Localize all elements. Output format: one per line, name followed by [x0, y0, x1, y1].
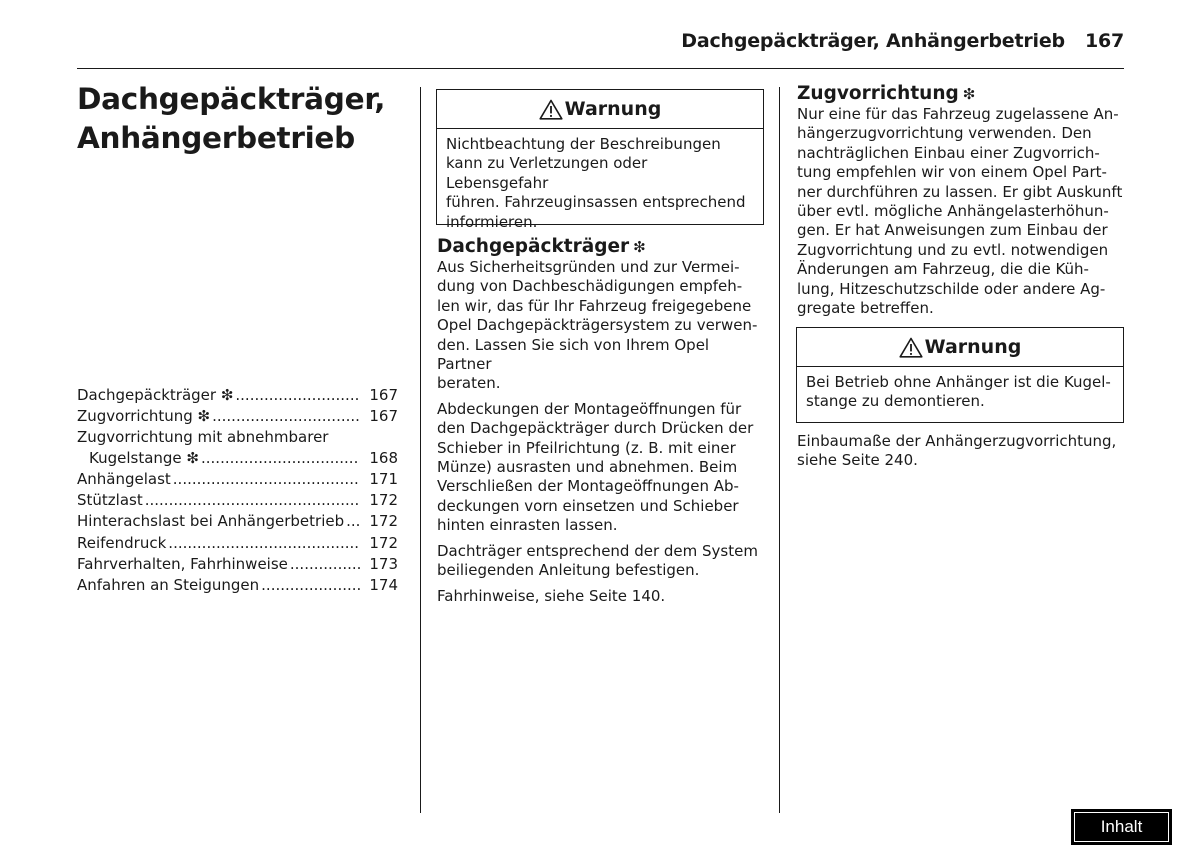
- text-line: len wir, das für Ihr Fahrzeug freigegebene: [437, 296, 752, 315]
- toc-entry-page: 172: [369, 491, 398, 510]
- paragraph: [437, 400, 767, 536]
- toc-entry-hinterachslast[interactable]: [77, 512, 398, 533]
- asterisk-flower-icon: ❇: [962, 85, 976, 103]
- text-line: Einbaumaße der Anhängerzugvorrichtung,: [797, 432, 1117, 450]
- toc-entry-fahrverhalten[interactable]: [77, 555, 398, 576]
- section-einbaumasse: [797, 432, 1127, 471]
- toc-entry-title: Anhängelast: [77, 469, 171, 488]
- toc-leader: [212, 407, 360, 425]
- warning-line: stange zu demontieren.: [806, 392, 985, 411]
- header-rule: [77, 68, 1124, 69]
- toc-entry-title: Kugelstange ❇: [89, 448, 199, 467]
- toc-entry-title: Fahrverhalten, Fahrhinweise: [77, 554, 288, 573]
- toc-entry-page: 172: [369, 533, 398, 552]
- warning-header: [437, 90, 763, 129]
- toc-entry-page: 174: [369, 575, 398, 594]
- warning-heading: Warnung: [564, 98, 662, 120]
- column-divider-1: [420, 87, 421, 813]
- text-line: gregate betreffen.: [797, 299, 934, 318]
- section-heading-text: Dachgepäckträger: [437, 236, 630, 257]
- section-heading-dachgepaecktraeger: [437, 236, 767, 258]
- paragraph: [437, 587, 767, 606]
- toc-entry-title: Reifendruck: [77, 533, 167, 552]
- text-line: beraten.: [437, 374, 501, 393]
- toc-entry-title: Zugvorrichtung mit abnehmbarer: [77, 428, 329, 447]
- page-title: [77, 80, 407, 158]
- text-line: Dachträger entsprechend der dem System: [437, 541, 758, 560]
- toc-leader: [168, 534, 360, 552]
- asterisk-flower-icon: ❇: [633, 238, 646, 256]
- text-line: den Dachgepäckträger durch Drücken der: [437, 419, 754, 438]
- text-line: Verschließen der Montageöffnungen Ab-: [437, 477, 739, 496]
- section-heading-text: Zugvorrichtung: [797, 83, 959, 104]
- warning-line: Nichtbeachtung der Beschreibungen: [446, 135, 721, 153]
- warning-line: kann zu Verletzungen oder Lebensgefahr: [446, 154, 648, 192]
- toc-entry-title: Zugvorrichtung ❇: [77, 407, 211, 426]
- toc-entry-page: 171: [369, 469, 398, 488]
- section-heading-zugvorrichtung: [797, 83, 1127, 105]
- inhalt-button[interactable]: Inhalt: [1071, 809, 1172, 845]
- toc-entry-page: 168: [369, 448, 398, 467]
- text-line: hängerzugvorrichtung verwenden. Den: [797, 124, 1092, 143]
- page-title-line-1: Dachgepäckträger,: [77, 82, 386, 116]
- warning-triangle-icon: [899, 337, 923, 358]
- text-line: ner durchführen zu lassen. Er gibt Auskunft: [797, 182, 1123, 201]
- text-line: Münze) ausrasten und abnehmen. Beim: [437, 458, 738, 477]
- text-line: Änderungen am Fahrzeug, die die Küh-: [797, 260, 1089, 279]
- text-line: Schieber in Pfeilrichtung (z. B. mit einer: [437, 438, 736, 457]
- text-line: beiliegenden Anleitung befestigen.: [437, 561, 700, 580]
- section-dachgepaecktraeger: [437, 236, 767, 606]
- column-divider-2: [779, 87, 780, 813]
- toc-leader: [201, 449, 360, 467]
- text-line: Aus Sicherheitsgründen und zur Vermei-: [437, 258, 740, 276]
- text-line: Zugvorrichtung und zu evtl. notwendigen: [797, 240, 1109, 259]
- toc-entry-kugelstange[interactable]: [77, 449, 398, 470]
- text-line: über evtl. mögliche Anhängelasterhöhun-: [797, 202, 1109, 221]
- toc-entry-title: Anfahren an Steigungen: [77, 575, 260, 594]
- toc-entry-dachgepaecktraeger[interactable]: [77, 386, 398, 407]
- toc-entry-zugvorrichtung-abnehmbar[interactable]: [77, 428, 398, 448]
- paragraph: [797, 432, 1127, 471]
- toc-entry-page: 167: [369, 407, 398, 426]
- toc-leader: [173, 470, 360, 488]
- toc-entry-title: Dachgepäckträger ❇: [77, 386, 234, 404]
- table-of-contents: [77, 386, 398, 597]
- running-header: [681, 30, 1124, 52]
- text-line: deckungen vorn einsetzen und Schieber: [437, 496, 739, 515]
- toc-entry-title: Stützlast: [77, 491, 143, 510]
- warning-line: Bei Betrieb ohne Anhänger ist die Kugel-: [806, 373, 1111, 391]
- toc-entry-stuetzlast[interactable]: [77, 491, 398, 512]
- warning-triangle-icon: [539, 99, 563, 120]
- running-title: Dachgepäckträger, Anhängerbetrieb: [681, 30, 1065, 52]
- text-line: siehe Seite 240.: [797, 451, 918, 470]
- toc-entry-title: Hinterachslast bei Anhängerbetrieb: [77, 512, 345, 531]
- text-line: Opel Dachgepäckträgersystem zu verwen-: [437, 316, 758, 335]
- toc-leader: [346, 512, 360, 530]
- warning-text: [797, 367, 1123, 412]
- paragraph: [437, 258, 767, 394]
- text-line: hinten einrasten lassen.: [437, 516, 618, 535]
- toc-entry-reifendruck[interactable]: [77, 534, 398, 555]
- toc-leader: [235, 386, 360, 404]
- warning-box-2: [796, 327, 1124, 423]
- paragraph: [797, 105, 1127, 318]
- text-line: tung empfehlen wir von einem Opel Part-: [797, 163, 1107, 182]
- text-line: Fahrhinweise, siehe Seite 140.: [437, 586, 666, 605]
- warning-line: informieren.: [446, 212, 538, 231]
- warning-line: führen. Fahrzeuginsassen entsprechend: [446, 193, 746, 212]
- warning-text: [437, 129, 763, 232]
- text-line: Nur eine für das Fahrzeug zugelassene An-: [797, 105, 1119, 123]
- text-line: den. Lassen Sie sich von Ihrem Opel Partner: [437, 335, 710, 374]
- toc-leader: [290, 555, 360, 573]
- page-title-line-2: Anhängerbetrieb: [77, 121, 355, 155]
- text-line: Abdeckungen der Montageöffnungen für: [437, 399, 742, 418]
- toc-leader: [145, 491, 360, 509]
- paragraph: [437, 542, 767, 581]
- toc-leader: [261, 576, 360, 594]
- page-number: 167: [1084, 30, 1124, 52]
- text-line: nachträglichen Einbau einer Zugvorrich-: [797, 143, 1100, 162]
- toc-entry-anfahren[interactable]: [77, 576, 398, 597]
- section-zugvorrichtung: [797, 83, 1127, 318]
- text-line: dung von Dachbeschädigungen empfeh-: [437, 277, 743, 296]
- toc-entry-page: 172: [369, 512, 398, 531]
- warning-header: [797, 328, 1123, 367]
- toc-entry-zugvorrichtung[interactable]: [77, 407, 398, 428]
- text-line: lung, Hitzeschutzschilde oder andere Ag-: [797, 279, 1106, 298]
- warning-box-1: [436, 89, 764, 231]
- warning-heading: Warnung: [924, 336, 1022, 358]
- toc-entry-page: 173: [369, 554, 398, 573]
- text-line: gen. Er hat Anweisungen zum Einbau der: [797, 221, 1108, 240]
- toc-entry-page: 167: [369, 386, 398, 404]
- toc-entry-anhaengelast[interactable]: [77, 470, 398, 491]
